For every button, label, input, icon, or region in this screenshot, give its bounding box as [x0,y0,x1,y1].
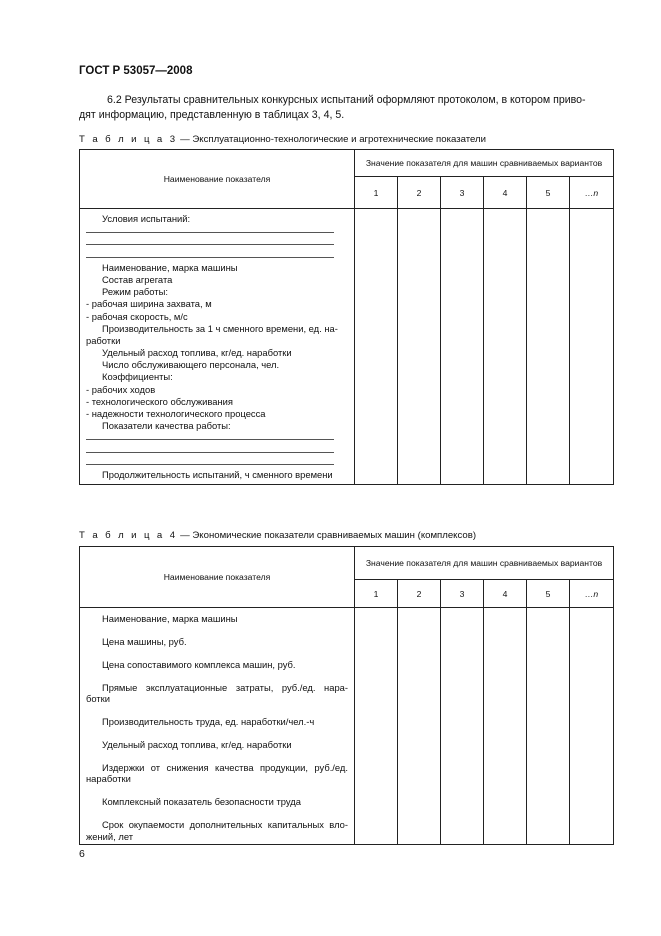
table3-row: - надежности технологического процесса [86,408,266,419]
intro-paragraph [79,93,613,123]
table3-variant-1: 1 [355,177,398,209]
intro-line-2: дят информацию, представленную в таблицах 3, 4, 5. [79,109,345,121]
table3-caption [79,134,486,145]
table3-row: работки [86,334,121,346]
table3-value-cell [441,209,484,485]
table4-row: Наименование, марка машины [102,613,238,624]
table3-row: Режим работы: [102,286,168,298]
table4-row: Цена машины, руб. [102,635,187,647]
page-number: 6 [79,848,85,860]
table3-value-cell [398,209,441,485]
table4-caption-text: — Экономические показатели сравниваемых машин (комплексов) [177,530,477,541]
table4-variant-4: 4 [484,580,527,608]
table4-variant-1: 1 [355,580,398,608]
table4-value-cell [441,608,484,845]
table3-blank-line [86,445,348,457]
table3-caption-text: — Эксплуатационно-технологические и агротехнические показатели [177,134,486,145]
table3-row: Число обслуживающего персонала, чел. [102,359,280,371]
table4-row: Издержки от снижения качества продукции, руб./ед. наработки [86,761,348,785]
table4-header-values: Значение показателя для машин сравниваемых вариантов [355,547,614,580]
table3-row: Условия испытаний: [102,213,191,224]
table4-row: Срок окупаемости дополнительных капитальных вло-жений, лет [86,819,348,842]
table3-variant-3: 3 [441,177,484,209]
table4-header-name: Наименование показателя [80,547,355,608]
table4-caption [79,530,476,541]
table4-value-cell [398,608,441,845]
table3-blank-line [86,237,348,249]
table3 [79,149,614,485]
table4-variant-n: …n [570,580,614,608]
table4-value-cell [484,608,527,845]
table3-blank-line [86,250,348,262]
table3-row: Удельный расход топлива, кг/ед. наработки [102,347,292,359]
table3-variant-2: 2 [398,177,441,209]
intro-line-1: 6.2 Результаты сравнительных конкурсных испытаний оформляют протоколом, в котором приво- [107,94,586,106]
table4-variant-2: 2 [398,580,441,608]
table4-variant-3: 3 [441,580,484,608]
table4-variant-5: 5 [527,580,570,608]
table3-row: Наименование, марка машины [102,261,238,273]
table4-row: Удельный расход топлива, кг/ед. наработки [102,738,292,750]
table3-row: - рабочая скорость, м/с [86,310,188,322]
table4 [79,546,614,845]
table3-row: Коэффициенты: [102,371,173,383]
table3-variant-4: 4 [484,177,527,209]
table4-row: Цена сопоставимого комплекса машин, руб. [102,658,296,670]
table3-blank-line [86,432,348,444]
table3-value-cell [484,209,527,485]
table3-blank-line [86,225,348,237]
table4-value-cell [570,608,614,845]
table3-variant-n: …n [570,177,614,209]
table3-row: Показатели качества работы: [102,420,231,432]
table4-row: Комплексный показатель безопасности труда [102,796,301,808]
table3-header-values: Значение показателя для машин сравниваемых вариантов [355,150,614,177]
table4-value-cell [355,608,398,845]
table3-row: Производительность за 1 ч сменного времени, ед. на- [102,322,338,334]
table4-caption-label: Т а б л и ц а 4 [79,530,178,541]
table3-blank-line [86,457,348,469]
table3-value-cell [355,209,398,485]
table4-row: Производительность труда, ед. наработки/чел.-ч [102,716,315,728]
table3-value-cell [570,209,614,485]
document-code: ГОСТ Р 53057—2008 [79,65,193,77]
table3-row: - рабочих ходов [86,383,156,395]
table3-row: - рабочая ширина захвата, м [86,298,212,310]
table3-row: Продолжительность испытаний, ч сменного времени [102,468,333,480]
table3-row: - технологического обслуживания [86,395,233,407]
table4-row: Прямые эксплуатационные затраты, руб./ед. нара-ботки [86,681,348,705]
table3-caption-label: Т а б л и ц а 3 [79,134,178,145]
table3-variant-5: 5 [527,177,570,209]
table4-names-cell [80,608,355,845]
table3-row: Состав агрегата [102,273,173,285]
table4-value-cell [527,608,570,845]
table3-value-cell [527,209,570,485]
table3-names-cell [80,209,355,485]
table3-header-name: Наименование показателя [80,150,355,209]
